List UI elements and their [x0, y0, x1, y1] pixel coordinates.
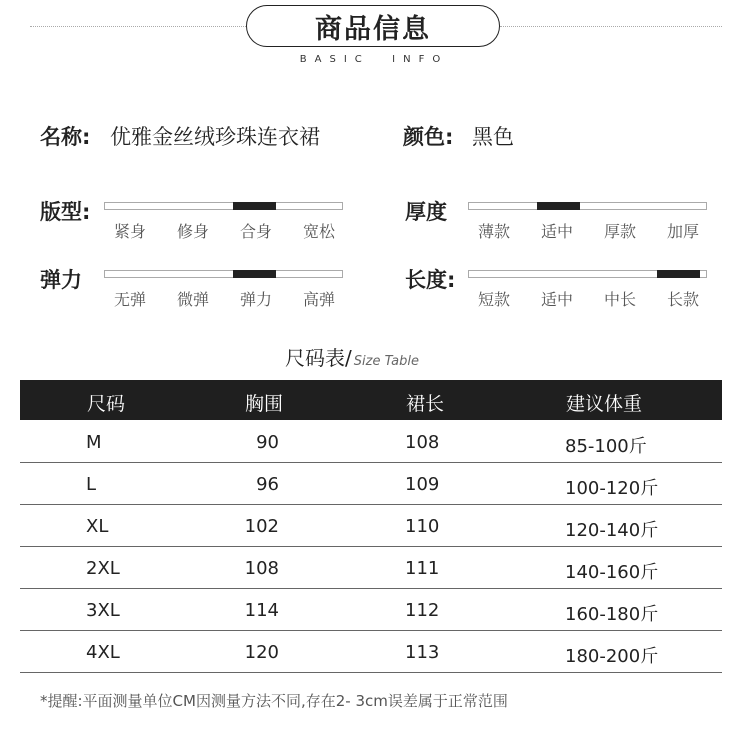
header-weight: 建议体重	[566, 393, 643, 415]
table-cell: 3XL	[86, 600, 120, 621]
rating-bar	[468, 202, 707, 210]
name-label: 名称:	[40, 125, 91, 149]
table-cell: 85-100斤	[565, 436, 647, 457]
table-cell: L	[86, 474, 97, 495]
rating-option: 适中	[540, 290, 573, 309]
table-cell: 114	[244, 600, 279, 621]
table-row	[20, 588, 722, 631]
rating-option: 中长	[603, 290, 636, 309]
table-cell: 180-200斤	[565, 646, 659, 667]
table-cell: 96	[256, 474, 279, 495]
rating-option: 高弹	[302, 290, 335, 309]
rating-label: 厚度	[405, 200, 447, 224]
rating-bar	[104, 270, 343, 278]
table-row	[20, 420, 722, 463]
section-title: 商品信息	[246, 5, 500, 47]
table-cell: 108	[405, 432, 440, 453]
table-cell: 100-120斤	[565, 478, 659, 499]
table-row	[20, 546, 722, 589]
table-cell: 120	[244, 642, 279, 663]
header-bust: 胸围	[245, 393, 284, 415]
rating-option: 适中	[540, 222, 573, 241]
rating-option: 无弹	[113, 290, 146, 309]
table-cell: 108	[244, 558, 279, 579]
size-table-title-cn: 尺码表/	[285, 346, 352, 370]
header-dotted-line-right	[500, 26, 722, 27]
table-cell: 160-180斤	[565, 604, 659, 625]
size-table-title	[285, 342, 419, 371]
color-label: 颜色:	[403, 125, 454, 149]
rating-label: 版型:	[40, 200, 91, 224]
rating-bar-marker	[233, 202, 276, 210]
rating-option: 宽松	[302, 222, 335, 241]
color-value: 黑色	[472, 125, 514, 149]
rating-option: 合身	[239, 222, 272, 241]
table-cell: 4XL	[86, 642, 120, 663]
table-cell: 120-140斤	[565, 520, 659, 541]
table-cell: XL	[86, 516, 109, 537]
table-cell: 111	[405, 558, 440, 579]
table-cell: 90	[256, 432, 279, 453]
rating-option: 紧身	[113, 222, 146, 241]
size-table-header	[20, 380, 722, 420]
table-cell: M	[86, 432, 102, 453]
table-cell: 109	[405, 474, 440, 495]
rating-label: 弹力	[40, 268, 82, 292]
rating-bar-marker	[657, 270, 700, 278]
rating-option: 短款	[477, 290, 510, 309]
table-cell: 140-160斤	[565, 562, 659, 583]
table-cell: 112	[405, 600, 440, 621]
rating-bar	[104, 202, 343, 210]
measurement-note: *提醒:平面测量单位CM因测量方法不同,存在2- 3cm误差属于正常范围	[40, 692, 508, 710]
name-value: 优雅金丝绒珍珠连衣裙	[110, 125, 320, 149]
table-cell: 102	[244, 516, 279, 537]
rating-bar-marker	[233, 270, 276, 278]
table-cell: 110	[405, 516, 440, 537]
table-cell: 113	[405, 642, 440, 663]
rating-option: 修身	[176, 222, 209, 241]
rating-option: 弹力	[239, 290, 272, 309]
rating-bar-marker	[537, 202, 580, 210]
size-table-title-en: Size Table	[353, 354, 419, 369]
header-size: 尺码	[87, 393, 126, 415]
rating-option: 微弹	[176, 290, 209, 309]
rating-option: 薄款	[477, 222, 510, 241]
table-row	[20, 504, 722, 547]
rating-option: 厚款	[603, 222, 636, 241]
rating-option: 加厚	[666, 222, 699, 241]
rating-bar	[468, 270, 707, 278]
rating-option: 长款	[666, 290, 699, 309]
table-row	[20, 630, 722, 673]
table-row	[20, 462, 722, 505]
header-dotted-line-left	[30, 26, 246, 27]
header-length: 裙长	[406, 393, 445, 415]
table-cell: 2XL	[86, 558, 120, 579]
section-subtitle: BASIC INFO	[299, 54, 449, 65]
rating-label: 长度:	[405, 268, 456, 292]
